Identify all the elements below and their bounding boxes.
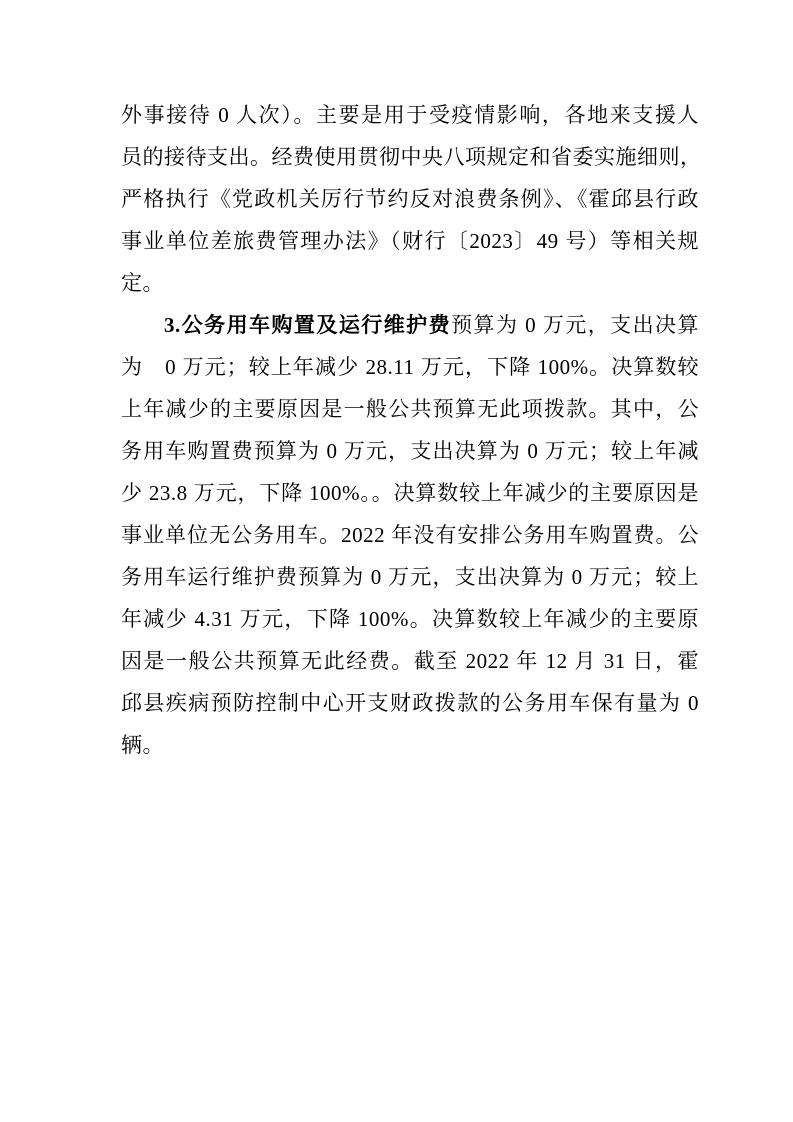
text-run: 上年减少的主要原因是一般公共预算无此项拨款。其中，公	[121, 397, 699, 421]
text-run: 少 23.8 万元，下降 100%。。决算数较上年减少的主要原因是	[121, 481, 699, 505]
text-run: 年减少 4.31 万元，下降 100%。决算数较上年减少的主要原	[121, 607, 699, 631]
text-run: 为 0 万元；较上年减少 28.11 万元，下降 100%。决算数较	[121, 355, 699, 379]
text-line	[121, 514, 699, 556]
text-run: 严格执行《党政机关厉行节约反对浪费条例》、《霍邱县行政	[121, 187, 699, 211]
text-line	[121, 304, 699, 346]
text-line	[121, 94, 699, 136]
document-text-block	[121, 94, 702, 766]
text-run: 员的接待支出。经费使用贯彻中央八项规定和省委实施细则，	[121, 145, 702, 169]
text-run: 预算为 0 万元，支出决算	[451, 313, 700, 337]
text-line	[121, 220, 699, 262]
text-run: 事业单位差旅费管理办法》（财行〔2023〕49 号）等相关规	[121, 229, 699, 253]
text-line	[121, 640, 699, 682]
text-line	[121, 556, 699, 598]
bold-heading-run: 3.公务用车购置及运行维护费	[164, 313, 452, 337]
text-run: 辆。	[121, 733, 164, 757]
text-run: 务用车运行维护费预算为 0 万元，支出决算为 0 万元；较上	[121, 565, 699, 589]
text-line	[121, 388, 699, 430]
text-run: 事业单位无公务用车。2022 年没有安排公务用车购置费。公	[121, 523, 699, 547]
text-run: 务用车购置费预算为 0 万元，支出决算为 0 万元；较上年减	[121, 439, 699, 463]
text-run: 邱县疾病预防控制中心开支财政拨款的公务用车保有量为 0	[121, 691, 699, 715]
text-line	[121, 682, 699, 724]
text-run: 定。	[121, 271, 164, 295]
text-line	[121, 178, 699, 220]
text-line	[121, 346, 699, 388]
paragraph-official-vehicle-purchase-and-maintenance-fees	[121, 304, 699, 766]
text-line	[121, 598, 699, 640]
text-line	[121, 430, 699, 472]
text-line	[121, 724, 699, 766]
text-run: 因是一般公共预算无此经费。截至 2022 年 12 月 31 日，霍	[121, 649, 699, 673]
text-line	[121, 136, 702, 178]
text-run: 外事接待 0 人次）。主要是用于受疫情影响，各地来支援人	[121, 103, 699, 127]
text-line	[121, 262, 699, 304]
text-line	[121, 472, 699, 514]
paragraph-hospitality-funds-continuation	[121, 94, 702, 304]
